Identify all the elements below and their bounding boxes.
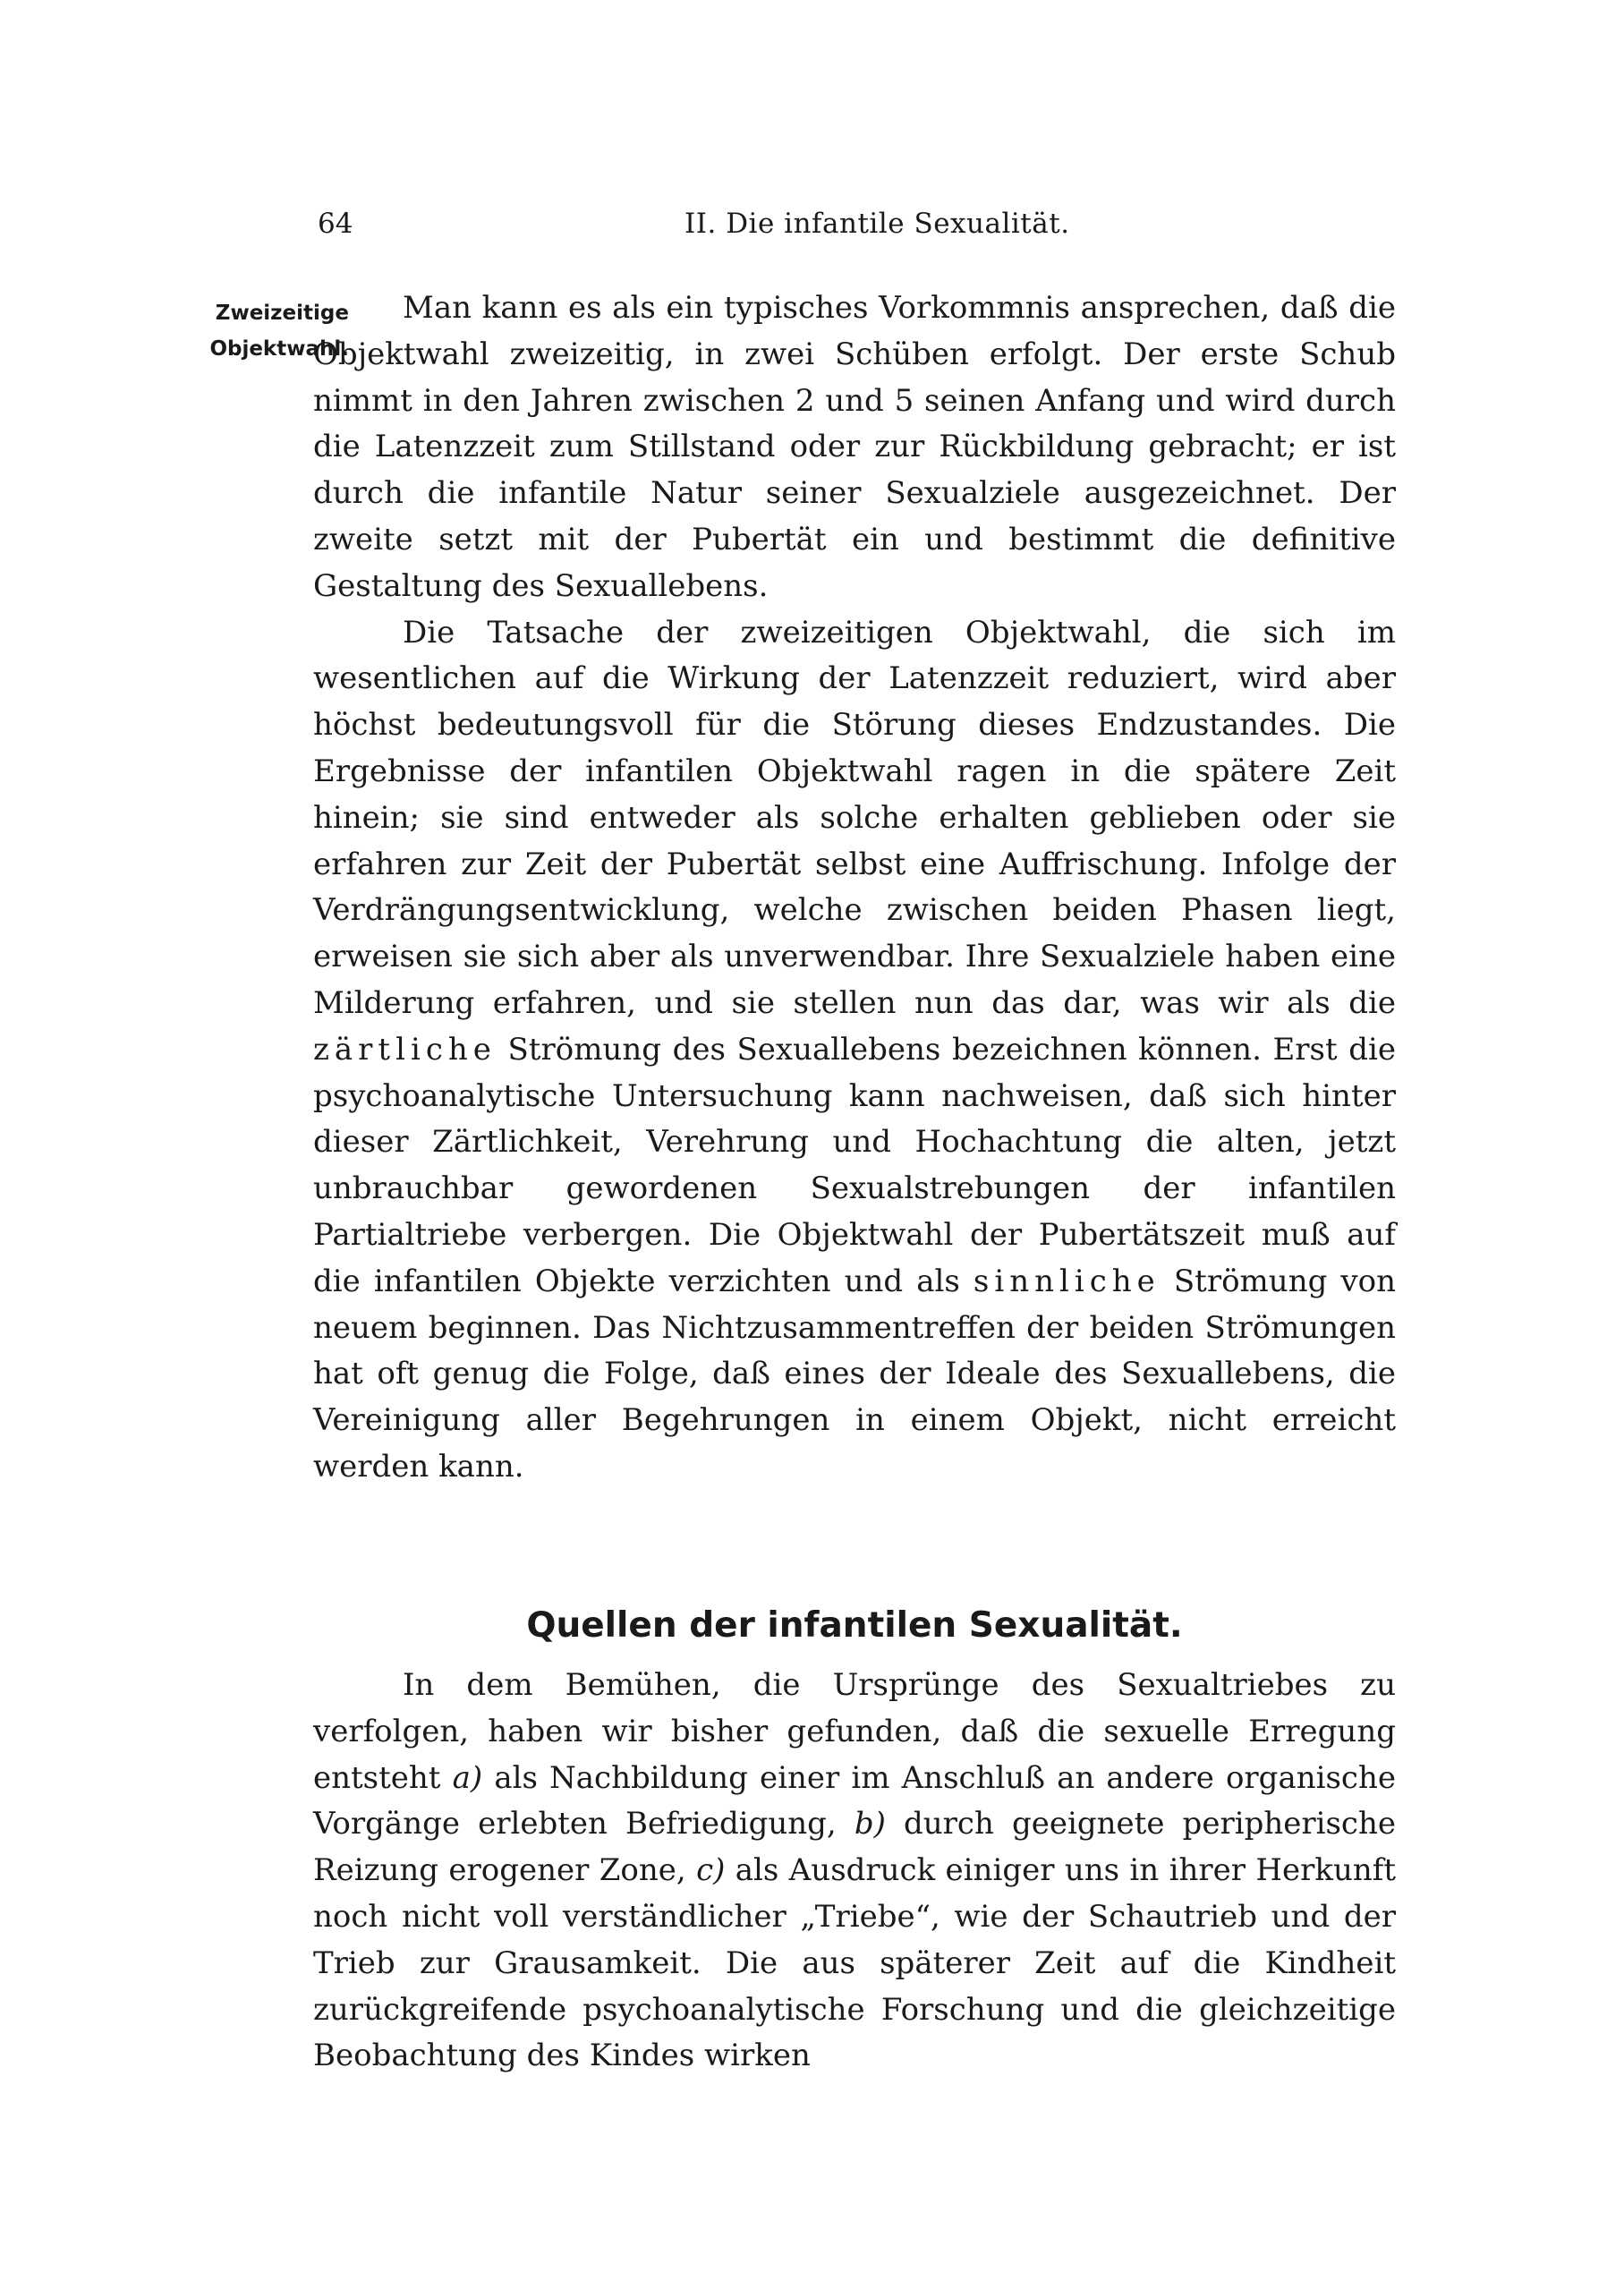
emphasis: sinnliche [973, 1263, 1161, 1299]
paragraph [313, 610, 1396, 1491]
page-number: 64 [318, 208, 353, 240]
margin-note-line: Objektwahl. [209, 337, 349, 361]
list-marker: b) [854, 1806, 886, 1842]
paragraph-text: Strömung des Sexuallebens bezeichnen können. Erst die psychoanalytische Untersuchung kann nachweisen, daß sich hinter dieser Zärtlichkeit, Verehrung und Hochachtung die alten, jetzt unbrauchbar gewordenen Sexualstrebungen der infantilen Partialtriebe verbergen. Die Objektwahl der Pubertätszeit muß auf die infantilen Objekte verzichten und als [313, 1031, 1396, 1299]
paragraph-text: In dem Bemühen, die Ursprünge des Sexualtriebes zu verfolgen, haben wir bisher gefunden, daß die sexuelle Erregung entsteht [313, 1667, 1396, 1796]
paragraph-text: als Ausdruck einiger uns in ihrer Herkunft noch nicht voll verständlicher „Triebe“, wie der Schautrieb und der Trieb zur Grausamkeit. Die aus späterer Zeit auf die Kindheit zurückgreifende psychoanalytische Forschung und die gleichzeitige Beobachtung des Kindes wirken [313, 1852, 1397, 2074]
paragraph-text: durch geeignete peripherische Reizung erogener Zone, [313, 1806, 1396, 1889]
section-heading: Quellen der infantilen Sexualität. [526, 1605, 1183, 1646]
margin-note-line: Zweizeitige [215, 302, 349, 325]
paragraph-text: als Nachbildung einer im Anschluß an andere organische Vorgänge erlebten Befriedigung, [313, 1759, 1396, 1842]
body-text-lower [313, 1663, 1396, 2080]
running-head [318, 206, 1391, 242]
body-text-upper [313, 285, 1396, 1491]
paragraph-text: Die Tatsache der zweizeitigen Objektwahl, die sich im wesentlichen auf die Wirkung der Latenzzeit reduziert, wird aber höchst bedeutungsvoll für die Störung dieses Endzustandes. Die Ergebnisse der infantilen Objektwahl ragen in die spätere Zeit hinein; sie sind entweder als solche erhalten geblieben oder sie erfahren zur Zeit der Pubertät selbst eine Auffrischung. Infolge der Verdrängungsentwicklung, welche zwischen beiden Phasen liegt, erweisen sie sich aber als unverwendbar. Ihre Sexualziele haben eine Milderung erfahren, und sie stellen nun das dar, was wir als die [313, 614, 1396, 1021]
paragraph [313, 1663, 1396, 2080]
running-title: II. Die infantile Sexualität. [684, 208, 1070, 240]
paragraph: Man kann es als ein typisches Vorkommnis ansprechen, daß die Objektwahl zweizeitig, in zwei Schüben erfolgt. Der erste Schub nimmt in den Jahren zwischen 2 und 5 seinen Anfang und wird durch die Latenzzeit zum Stillstand oder zur Rückbildung gebracht; er ist durch die infantile Natur seiner Sexualziele ausgezeichnet. Der zweite setzt mit der Pubertät ein und bestimmt die definitive Gestaltung des Sexuallebens. [313, 290, 1396, 604]
list-marker: c) [696, 1852, 726, 1889]
list-marker: a) [452, 1759, 483, 1796]
paragraph-text: Strömung von neuem beginnen. Das Nichtzusammentreffen der beiden Strömungen hat oft genug die Folge, daß eines der Ideale des Sexuallebens, die Vereinigung aller Begehrungen in einem Objekt, nicht erreicht werden kann. [313, 1263, 1396, 1485]
emphasis: zärtliche [313, 1031, 497, 1068]
